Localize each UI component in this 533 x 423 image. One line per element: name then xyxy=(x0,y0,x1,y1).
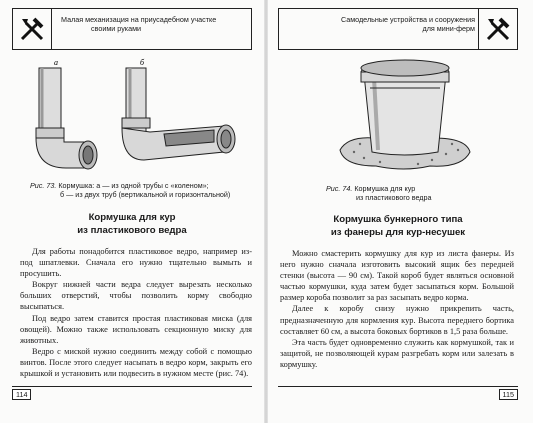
right-body-text xyxy=(280,248,514,370)
right-footer xyxy=(278,386,518,399)
figure-73-caption xyxy=(30,181,256,199)
right-section-title xyxy=(278,214,518,239)
figure-label-a: а xyxy=(54,58,58,67)
figure-label-b: б xyxy=(140,58,145,67)
left-paragraph: Вокруг нижней части ведра следует вырезать несколько больших отверстий, чтобы позволить корму свободно высыпаться. xyxy=(20,280,252,312)
right-paragraph: Далее к коробу снизу нужно прикрепить часть, предназначенную для кормления кур. Высота переднего бортика составляет 60 см, а высота боковых бортиков в 1,5 раза больше. xyxy=(280,304,514,336)
right-section-title-line1: Кормушка бункерного типа xyxy=(333,214,463,225)
left-header-line1: Малая механизация на приусадебном участке xyxy=(61,15,217,24)
left-paragraph: Под ведро затем ставится простая пластиковая миска (для овощей). Можно также использовать секционную миску для животных. xyxy=(20,313,252,345)
left-page xyxy=(0,0,264,423)
right-paragraph: Можно смастерить кормушку для кур из листа фанеры. Из него нужно сначала изготовить высокий ящик без передней стенки (высота — 90 см). Такой короб будет являться основной частью кормушки, куда затем будет засыпаться корм. Большой размер короба позволит за раз засыпать ведро корма. xyxy=(280,249,514,303)
right-page xyxy=(268,0,533,423)
figure-73-caption-line1: Кормушка: а — из одной трубы с «коленом»; xyxy=(58,181,209,190)
left-body-text xyxy=(20,246,252,379)
figure-74-ref: Рис. 74. xyxy=(326,184,353,193)
right-header-line2: для мини-ферм xyxy=(422,24,475,33)
left-header-text xyxy=(61,15,246,33)
left-running-header xyxy=(12,8,252,50)
right-header-text xyxy=(285,15,475,33)
tools-logo-icon xyxy=(478,9,517,49)
left-header-line2: своими руками xyxy=(91,24,142,33)
left-section-title-line1: Кормушка для кур xyxy=(88,212,176,223)
feeder-pipes-illustration xyxy=(14,56,254,176)
left-section-title-line2: из пластикового ведра xyxy=(77,224,187,236)
figure-74-caption-line1: Кормушка для кур xyxy=(354,184,416,193)
figure-74-caption-line2: из пластикового ведра xyxy=(356,193,432,202)
figure-74-caption xyxy=(326,184,516,202)
left-page-number: 114 xyxy=(12,389,31,400)
right-section-title-line2: из фанеры для кур-несушек xyxy=(330,226,466,238)
left-paragraph: Ведро с миской нужно соединить между собой с помощью винтов. После этого следует насыпать в ведро корм, закрыть его крышкой и установить или подвесить в нужном месте (рис. 74). xyxy=(20,346,252,379)
right-paragraph: Эта часть будет одновременно служить как кормушкой, так и защитой, не позволяющей курам разгребать корм или залезать в кормушку. xyxy=(280,337,514,369)
right-page-number: 115 xyxy=(499,389,518,400)
figure-73-caption-line2: б — из двух труб (вертикальной и горизонтальной) xyxy=(60,190,231,199)
left-footer xyxy=(12,386,252,399)
left-section-title xyxy=(12,212,252,237)
bucket-feeder-illustration xyxy=(334,58,474,176)
tools-logo-icon xyxy=(13,9,52,49)
figure-73-ref: Рис. 73. xyxy=(30,181,57,190)
right-running-header xyxy=(278,8,518,50)
left-paragraph: Для работы понадобится пластиковое ведро, например из-под шпатлевки. Сначала его нужно тщательно вымыть и просушить. xyxy=(20,247,252,279)
right-header-line1: Самодельные устройства и сооружения xyxy=(340,15,475,24)
